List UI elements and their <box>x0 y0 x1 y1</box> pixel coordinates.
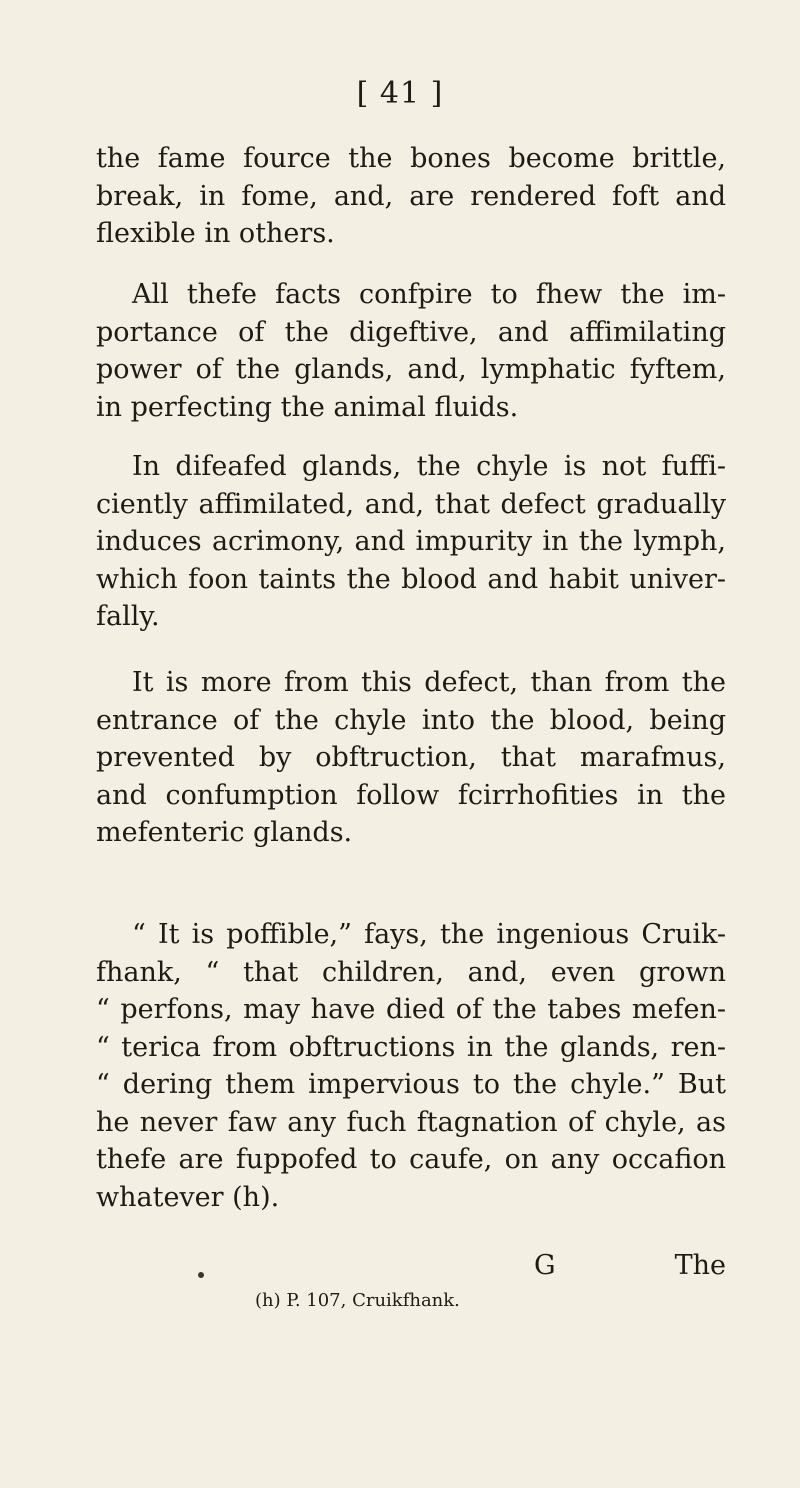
text-line: induces acrimony, and impurity in the lymph, <box>96 526 726 557</box>
text-line: “ perfons, may have died of the tabes mefen- <box>96 994 726 1025</box>
text-line: whatever (h). <box>96 1181 280 1213</box>
text-line: portance of the digeftive, and affimilating <box>96 316 726 348</box>
text-line: he never faw any fuch ftagnation of chyle, as <box>96 1106 726 1138</box>
text-line: which foon taints the blood and habit univer- <box>96 563 726 595</box>
text-line: ciently affimilated, and, that defect gradually <box>96 488 726 520</box>
text-line: flexible in others. <box>96 218 335 249</box>
text-line: fally. <box>96 601 160 632</box>
paragraph-1 <box>96 140 726 253</box>
page-number: [ 41 ] <box>356 76 444 111</box>
catchword: The <box>674 1250 726 1281</box>
text-line: in perfecting the animal fluids. <box>96 391 519 423</box>
text-line: thefe are fuppofed to caufe, on any occafion <box>96 1144 726 1175</box>
text-line: “ It is poffible,” fays, the ingenious Cruik- <box>132 919 726 950</box>
text-line: It is more from this defect, than from the <box>132 667 726 698</box>
text-line: mefenteric glands. <box>96 817 353 848</box>
text-line: All thefe facts confpire to fhew the im- <box>132 279 726 310</box>
text-line: power of the glands, and, lymphatic fyftem, <box>96 354 726 385</box>
text-line: fhank, “ that children, and, even grown <box>96 956 726 988</box>
text-line: prevented by obftruction, that marafmus, <box>96 742 726 773</box>
paragraph-4 <box>96 664 726 852</box>
paragraph-5 <box>96 916 726 1216</box>
signature-mark: G <box>534 1250 556 1281</box>
footnote: (h) P. 107, Cruikfhank. <box>255 1290 460 1311</box>
ink-dot <box>198 1272 204 1278</box>
text-line: break, in fome, and, are rendered foft and <box>96 180 726 212</box>
paragraph-2 <box>96 276 726 426</box>
text-line: “ terica from obftructions in the glands, ren- <box>96 1031 726 1063</box>
text-line: In difeafed glands, the chyle is not fuffi- <box>132 451 726 482</box>
text-line: and confumption follow fcirrhofities in the <box>96 779 726 811</box>
paragraph-3 <box>96 448 726 636</box>
text-line: “ dering them impervious to the chyle.” But <box>96 1069 726 1100</box>
text-line: the fame fource the bones become brittle, <box>96 143 726 174</box>
text-line: entrance of the chyle into the blood, being <box>96 704 726 736</box>
